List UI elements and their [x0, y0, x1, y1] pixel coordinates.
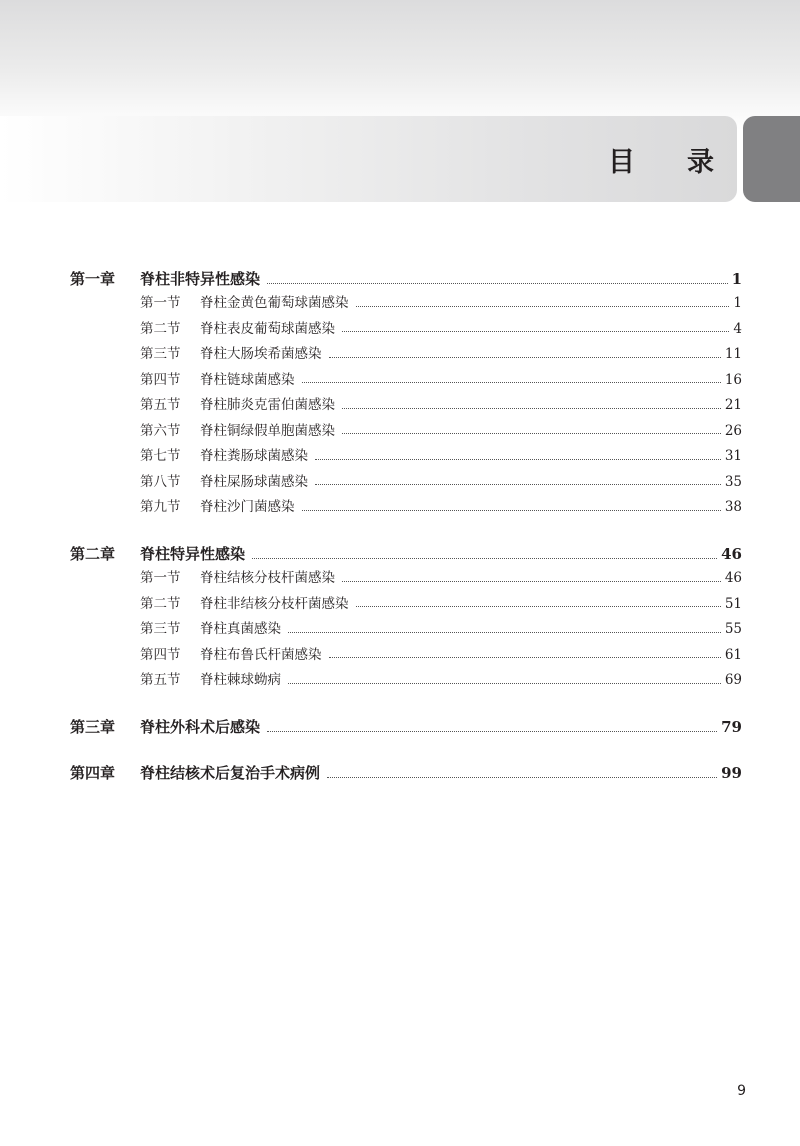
toc-section-entry[interactable]	[140, 566, 742, 590]
section-page-number: 61	[724, 646, 742, 663]
section-title: 脊柱大肠埃希菌感染	[200, 346, 322, 362]
section-page-number: 46	[724, 570, 742, 586]
dot-leader	[288, 632, 721, 633]
section-number: 第七节	[140, 448, 181, 464]
dot-leader	[342, 433, 721, 434]
section-page-number: 1	[733, 295, 742, 311]
section-page-number: 31	[724, 448, 742, 464]
section-page-number: 69	[724, 672, 742, 688]
section-number: 第八节	[140, 473, 181, 490]
toc-section-entry[interactable]	[140, 617, 742, 641]
section-number: 第五节	[140, 397, 181, 413]
dot-leader	[329, 357, 721, 358]
chapter-page-number: 46	[721, 545, 742, 563]
toc-section-entry[interactable]	[140, 317, 742, 341]
section-title: 脊柱表皮葡萄球菌感染	[200, 320, 335, 337]
dot-leader	[356, 306, 730, 307]
toc-section-entry[interactable]	[140, 444, 742, 468]
dot-leader	[329, 657, 721, 658]
section-page-number: 55	[724, 621, 742, 637]
section-number: 第三节	[140, 346, 181, 362]
toc-section-entry[interactable]	[140, 668, 742, 692]
toc-section-entry[interactable]	[140, 342, 742, 366]
page-title: 目录	[608, 147, 766, 178]
dot-leader	[302, 382, 721, 383]
dot-leader	[327, 777, 717, 778]
section-title: 脊柱真菌感染	[200, 621, 281, 637]
header-background	[0, 0, 800, 130]
chapter-number: 第二章	[70, 545, 116, 563]
section-page-number: 51	[724, 595, 742, 612]
dot-leader	[267, 283, 728, 284]
section-page-number: 4	[733, 320, 742, 337]
section-page-number: 21	[724, 397, 742, 413]
section-number: 第四节	[140, 371, 181, 388]
dot-leader	[252, 558, 717, 559]
section-title: 脊柱链球菌感染	[200, 371, 295, 388]
chapter-title: 脊柱非特异性感染	[140, 270, 261, 288]
section-page-number: 16	[724, 371, 742, 388]
section-title: 脊柱棘球蚴病	[200, 672, 281, 688]
dot-leader	[342, 331, 729, 332]
dot-leader	[315, 484, 721, 485]
chapter-page-number: 79	[721, 718, 742, 736]
chapter-number: 第四章	[70, 764, 116, 782]
section-number: 第四节	[140, 646, 181, 663]
toc-section-entry[interactable]	[140, 643, 742, 667]
toc-chapter-entry[interactable]	[70, 268, 742, 292]
section-number: 第三节	[140, 621, 181, 637]
section-title: 脊柱屎肠球菌感染	[200, 473, 308, 490]
section-number: 第九节	[140, 499, 181, 515]
page-number: 9	[737, 1083, 746, 1099]
dot-leader	[342, 408, 721, 409]
toc-section-entry[interactable]	[140, 495, 742, 519]
dot-leader	[302, 510, 721, 511]
section-number: 第一节	[140, 295, 181, 311]
toc-section-entry[interactable]	[140, 291, 742, 315]
chapter-number: 第三章	[70, 718, 116, 736]
dot-leader	[267, 731, 717, 732]
section-number: 第六节	[140, 422, 181, 439]
dot-leader	[288, 683, 721, 684]
section-title: 脊柱非结核分枝杆菌感染	[200, 595, 349, 612]
section-page-number: 38	[724, 499, 742, 515]
section-number: 第五节	[140, 672, 181, 688]
dot-leader	[342, 581, 721, 582]
toc-chapter-entry[interactable]	[70, 716, 742, 740]
toc-chapter-entry[interactable]	[70, 762, 742, 786]
chapter-title: 脊柱结核术后复治手术病例	[140, 764, 321, 782]
toc-section-entry[interactable]	[140, 368, 742, 392]
chapter-number: 第一章	[70, 270, 116, 288]
section-title: 脊柱肺炎克雷伯菌感染	[200, 397, 335, 413]
toc-section-entry[interactable]	[140, 470, 742, 494]
section-title: 脊柱沙门菌感染	[200, 499, 295, 515]
chapter-title: 脊柱外科术后感染	[140, 718, 261, 736]
chapter-title: 脊柱特异性感染	[140, 545, 246, 563]
section-title: 脊柱铜绿假单胞菌感染	[200, 422, 335, 439]
section-number: 第二节	[140, 320, 181, 337]
section-title: 脊柱金黄色葡萄球菌感染	[200, 295, 349, 311]
toc-section-entry[interactable]	[140, 393, 742, 417]
toc-chapter-entry[interactable]	[70, 543, 742, 567]
dot-leader	[356, 606, 721, 607]
section-number: 第二节	[140, 595, 181, 612]
section-page-number: 11	[724, 346, 742, 362]
section-title: 脊柱布鲁氏杆菌感染	[200, 646, 322, 663]
section-title: 脊柱结核分枝杆菌感染	[200, 570, 335, 586]
chapter-page-number: 1	[731, 270, 742, 288]
dot-leader	[315, 459, 721, 460]
section-number: 第一节	[140, 570, 181, 586]
section-page-number: 26	[724, 422, 742, 439]
toc-section-entry[interactable]	[140, 592, 742, 616]
toc-section-entry[interactable]	[140, 419, 742, 443]
section-title: 脊柱粪肠球菌感染	[200, 448, 308, 464]
section-page-number: 35	[724, 473, 742, 490]
chapter-page-number: 99	[721, 764, 742, 782]
